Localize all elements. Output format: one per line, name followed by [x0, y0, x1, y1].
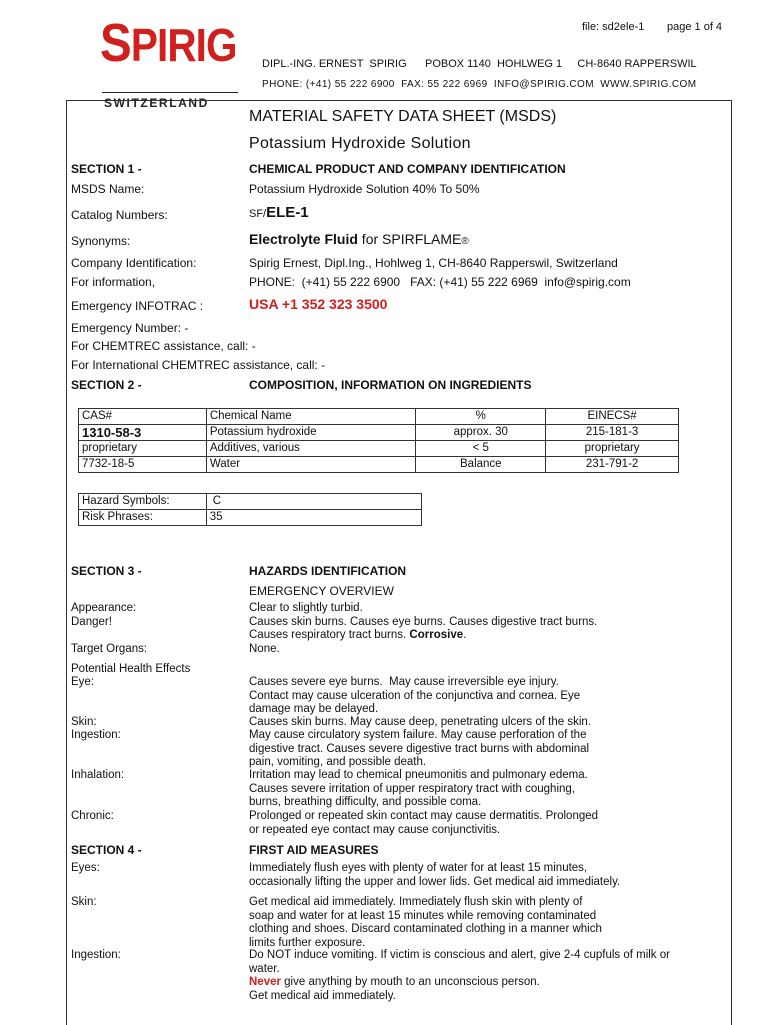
hazard-table — [78, 493, 422, 526]
hazard-symbols-value: C — [206, 494, 421, 510]
cell-einecs: proprietary — [546, 441, 679, 457]
section3-heading: HAZARDS IDENTIFICATION — [249, 564, 407, 578]
cell-chemical-name: Water — [206, 457, 416, 473]
synonyms-value: Electrolyte Fluid for SPIRFLAME® — [249, 231, 469, 247]
synonyms-label: Synonyms: — [71, 234, 131, 248]
danger-text-2: Causes respiratory tract burns. Corrosive. — [249, 629, 467, 641]
skin-text: Causes skin burns. May cause deep, penetrating ulcers of the skin. — [249, 716, 591, 728]
appearance-label: Appearance: — [71, 602, 137, 614]
header-einecs: EINECS# — [546, 409, 679, 425]
chronic-text: Prolonged or repeated skin contact may cause dermatitis. Prolonged or repeated eye contact may cause conjunctivitis. — [249, 810, 599, 836]
table-row — [79, 457, 679, 473]
final-line: Get medical aid immediately. — [249, 990, 396, 1002]
cell-cas: 1310-58-3 — [79, 425, 207, 441]
section2-label: SECTION 2 - — [71, 378, 142, 392]
catalog-label: Catalog Numbers: — [71, 208, 168, 222]
first-aid-ingestion-label: Ingestion: — [71, 949, 121, 961]
intl-chemtrec-line: For International CHEMTREC assistance, call: - — [71, 358, 326, 372]
file-name: file: sd2ele-1 — [582, 21, 645, 33]
company-contact: PHONE: (+41) 55 222 6900 FAX: 55 222 6969 INFO@SPIRIG.COM WWW.SPIRIG.COM — [262, 79, 697, 90]
ingredients-table — [78, 408, 679, 473]
info-label: For information, — [71, 275, 156, 289]
header-percent: % — [416, 409, 546, 425]
appearance-value: Clear to slightly turbid. — [249, 602, 363, 614]
eye-text: Causes severe eye burns. May cause irreversible eye injury. Contact may cause ulceration of the conjunctiva and cornea. Eye damage may be delayed. — [249, 676, 581, 715]
risk-phrases-value: 35 — [206, 510, 421, 526]
infotrac-label: Emergency INFOTRAC : — [71, 299, 204, 313]
cell-chemical-name: Potassium hydroxide — [206, 425, 416, 441]
cell-einecs: 231-791-2 — [546, 457, 679, 473]
danger-text-1: Causes skin burns. Causes eye burns. Causes digestive tract burns. — [249, 616, 598, 628]
eye-label: Eye: — [71, 676, 95, 688]
skin-label: Skin: — [71, 716, 97, 728]
cell-percent: approx. 30 — [416, 425, 546, 441]
emergency-number: Emergency Number: - — [71, 321, 189, 335]
chemtrec-line: For CHEMTREC assistance, call: - — [71, 339, 256, 353]
cell-einecs: 215-181-3 — [546, 425, 679, 441]
header-cas: CAS# — [79, 409, 207, 425]
first-aid-skin-text: Get medical aid immediately. Immediately flush skin with plenty of soap and water for at least 15 minutes while removing contaminated clothing and shoes. Discard contaminated clothing in a manner which limits further exposure. — [249, 896, 602, 949]
company-logo: SPIRIG SWITZERLAND — [100, 13, 237, 110]
cell-chemical-name: Additives, various — [206, 441, 416, 457]
infotrac-phone: USA +1 352 323 3500 — [249, 296, 388, 312]
cell-cas: 7732-18-5 — [79, 457, 207, 473]
cell-percent: < 5 — [416, 441, 546, 457]
table-row — [79, 494, 422, 510]
section4-label: SECTION 4 - — [71, 843, 142, 857]
info-value: PHONE: (+41) 55 222 6900 FAX: (+41) 55 222 6969 info@spirig.com — [249, 275, 631, 289]
first-aid-eyes-label: Eyes: — [71, 862, 100, 874]
never-warning: Never give anything by mouth to an unconscious person. — [249, 976, 540, 988]
document-title: MATERIAL SAFETY DATA SHEET (MSDS) — [249, 108, 557, 125]
msds-name-label: MSDS Name: — [71, 182, 145, 196]
first-aid-eyes-text: Immediately flush eyes with plenty of water for at least 15 minutes, occasionally lifting the upper and lower lids. Get medical aid immediately. — [249, 862, 621, 888]
chronic-label: Chronic: — [71, 810, 114, 822]
cell-cas: proprietary — [79, 441, 207, 457]
inhalation-label: Inhalation: — [71, 769, 125, 781]
ingestion-label: Ingestion: — [71, 729, 121, 741]
logo-country: SWITZERLAND — [104, 96, 209, 110]
page-indicator: page 1 of 4 — [667, 21, 723, 33]
target-organs-value: None. — [249, 643, 280, 655]
table-row — [79, 510, 422, 526]
potential-health-label: Potential Health Effects — [71, 663, 191, 675]
emergency-overview: EMERGENCY OVERVIEW — [249, 584, 394, 598]
table-row — [79, 441, 679, 457]
msds-name-value: Potassium Hydroxide Solution 40% To 50% — [249, 182, 480, 196]
section3-label: SECTION 3 - — [71, 564, 142, 578]
document-subtitle: Potassium Hydroxide Solution — [249, 135, 471, 152]
table-row — [79, 425, 679, 441]
table-header-row — [79, 409, 679, 425]
section4-heading: FIRST AID MEASURES — [249, 843, 379, 857]
cell-percent: Balance — [416, 457, 546, 473]
section2-heading: COMPOSITION, INFORMATION ON INGREDIENTS — [249, 378, 532, 392]
header-chemical-name: Chemical Name — [206, 409, 416, 425]
company-id-label: Company Identification: — [71, 256, 197, 270]
ingestion-text: May cause circulatory system failure. May cause perforation of the digestive tract. Causes severe digestive tract burns with abdominal pain, vomiting, and possible death. — [249, 729, 590, 768]
section1-heading: CHEMICAL PRODUCT AND COMPANY IDENTIFICATION — [249, 162, 566, 176]
logo-divider — [102, 92, 238, 93]
danger-label: Danger! — [71, 616, 112, 628]
first-aid-skin-label: Skin: — [71, 896, 97, 908]
hazard-symbols-label: Hazard Symbols: — [79, 494, 207, 510]
company-address: DIPL.-ING. ERNEST SPIRIG POBOX 1140 HOHLWEG 1 CH-8640 RAPPERSWIL — [262, 58, 697, 70]
company-id-value: Spirig Ernest, Dipl.Ing., Hohlweg 1, CH-8640 Rapperswil, Switzerland — [249, 256, 618, 270]
inhalation-text: Irritation may lead to chemical pneumonitis and pulmonary edema. Causes severe irritation of upper respiratory tract with coughing, burns, breathing difficulty, and possible coma. — [249, 769, 588, 808]
target-organs-label: Target Organs: — [71, 643, 148, 655]
risk-phrases-label: Risk Phrases: — [79, 510, 207, 526]
section1-label: SECTION 1 - — [71, 162, 142, 176]
catalog-value: SF/ELE-1 — [249, 204, 309, 221]
first-aid-ingestion-text: Do NOT induce vomiting. If victim is conscious and alert, give 2-4 cupfuls of milk or water. — [249, 949, 670, 975]
